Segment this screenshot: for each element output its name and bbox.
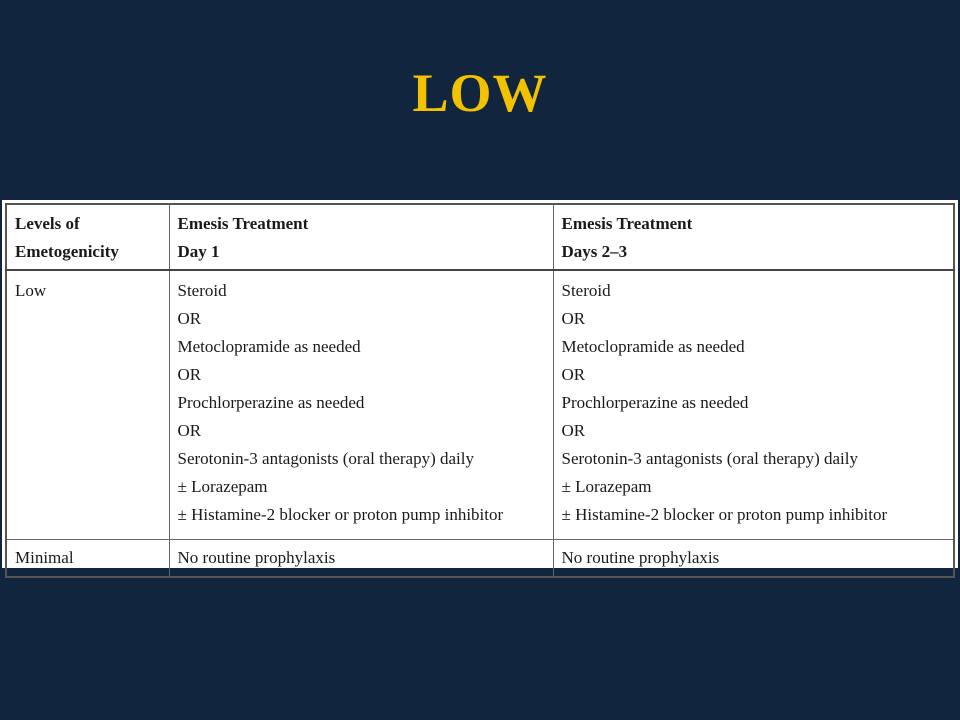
level-label: Minimal <box>15 548 74 567</box>
days2-3-treatment-cell <box>553 540 954 578</box>
treatment-line: Steroid <box>177 281 227 300</box>
treatment-line: Steroid <box>561 281 611 300</box>
header-text: Emesis Treatment <box>561 214 693 233</box>
level-cell <box>6 540 169 578</box>
emesis-treatment-table <box>5 203 955 578</box>
level-label: Low <box>15 281 47 300</box>
treatment-line: ± Histamine-2 blocker or proton pump inhibitor <box>177 505 504 524</box>
treatment-line: OR <box>177 365 202 384</box>
treatment-line: OR <box>177 421 202 440</box>
treatment-line: Metoclopramide as needed <box>561 337 745 356</box>
treatment-line: OR <box>561 421 586 440</box>
treatment-line: Metoclopramide as needed <box>177 337 361 356</box>
header-emesis-treatment-day1 <box>169 204 553 270</box>
emesis-table-panel <box>2 200 958 568</box>
table-row <box>6 270 954 540</box>
header-text: Levels of <box>15 214 80 233</box>
table-row <box>6 540 954 578</box>
day1-treatment-cell <box>169 270 553 540</box>
header-text: Days 2–3 <box>561 242 628 261</box>
days2-3-treatment-cell <box>553 270 954 540</box>
treatment-line: No routine prophylaxis <box>177 548 336 567</box>
treatment-line: Serotonin-3 antagonists (oral therapy) daily <box>561 449 858 468</box>
header-text: Day 1 <box>177 242 220 261</box>
treatment-line: Serotonin-3 antagonists (oral therapy) daily <box>177 449 474 468</box>
treatment-line: Prochlorperazine as needed <box>561 393 749 412</box>
treatment-line: OR <box>561 365 586 384</box>
header-emesis-treatment-days2-3 <box>553 204 954 270</box>
treatment-line: OR <box>177 309 202 328</box>
table-header-row <box>6 204 954 270</box>
header-text: Emesis Treatment <box>177 214 309 233</box>
treatment-line: OR <box>561 309 586 328</box>
slide-title: LOW <box>412 63 548 123</box>
day1-treatment-cell <box>169 540 553 578</box>
treatment-line: ± Lorazepam <box>177 477 268 496</box>
treatment-line: No routine prophylaxis <box>561 548 720 567</box>
treatment-line: ± Lorazepam <box>561 477 652 496</box>
header-levels-of-emetogenicity <box>6 204 169 270</box>
treatment-line: ± Histamine-2 blocker or proton pump inhibitor <box>561 505 888 524</box>
header-text: Emetogenicity <box>15 242 119 261</box>
treatment-line: Prochlorperazine as needed <box>177 393 365 412</box>
level-cell <box>6 270 169 540</box>
